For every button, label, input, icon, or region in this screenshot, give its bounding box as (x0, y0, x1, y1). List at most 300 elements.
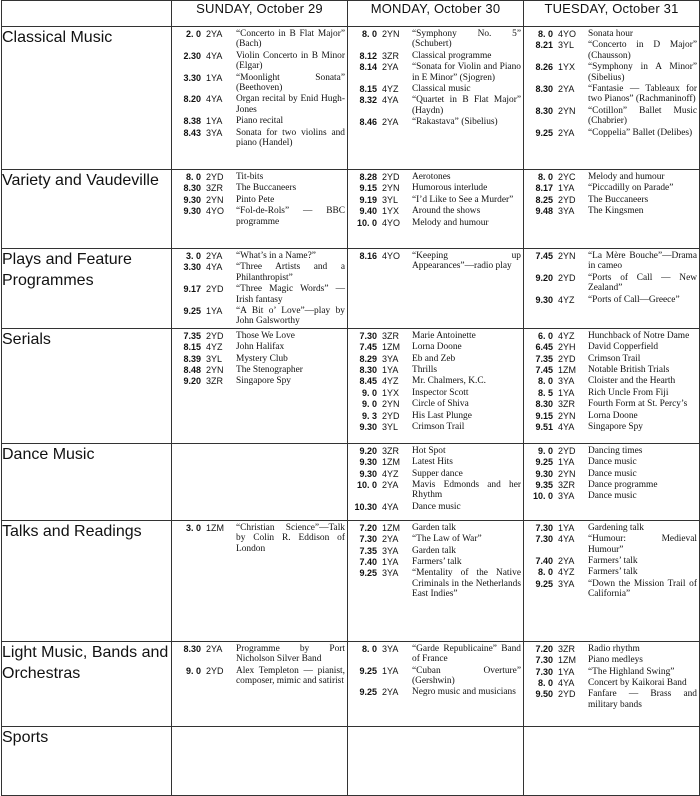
station-code: 2YA (558, 556, 575, 567)
program-entry (527, 422, 697, 432)
day-cell-monday (348, 249, 524, 329)
program-description: Melody and humour (588, 172, 665, 182)
station-code: 4YZ (382, 468, 399, 479)
station-code: 2YA (382, 687, 399, 698)
program-description: Circle of Shiva (412, 399, 469, 410)
program-description: Thrills (412, 365, 437, 376)
program-time: 9.20 (183, 376, 201, 387)
program-entry (351, 399, 521, 409)
program-time: 10.30 (354, 501, 377, 512)
program-description: Melody and humour (412, 217, 489, 228)
category-row (2, 520, 700, 641)
program-entry (527, 567, 697, 577)
program-time: 8. 0 (185, 172, 201, 182)
program-time: 9.40 (359, 206, 377, 217)
station-code: 2YA (206, 29, 223, 39)
program-description: Those We Love (236, 330, 295, 341)
program-description: “Quartet in B Flat Major” (Haydn) (412, 95, 521, 116)
program-description: “Ports of Call—Greece” (588, 294, 680, 305)
program-entry (175, 331, 345, 341)
program-entry (527, 480, 697, 490)
station-code: 4YA (382, 501, 399, 512)
program-description: “Ports of Call — New Zealand” (588, 272, 697, 294)
program-time: 9.17 (183, 284, 201, 295)
station-code: 1YA (382, 365, 399, 376)
program-time: 8.48 (183, 365, 201, 376)
program-entry (351, 534, 521, 544)
program-entry (527, 273, 697, 294)
station-code: 1YX (558, 62, 576, 73)
station-code: 4YA (558, 422, 575, 433)
program-entry (527, 579, 697, 600)
station-code: 2YD (382, 410, 400, 421)
program-entry (527, 678, 697, 688)
program-entry (351, 342, 521, 352)
program-description: “Mentality of the Native Criminals in the Netherlands East Indies” (412, 568, 521, 600)
program-time: 9. 0 (185, 665, 201, 676)
program-entry (175, 206, 345, 227)
program-entry (175, 51, 345, 72)
program-entry (527, 29, 697, 39)
day-cell-tuesday (524, 726, 700, 795)
program-time: 9. 0 (361, 387, 377, 398)
station-code: 3YA (558, 578, 575, 589)
station-code: 3ZR (558, 643, 576, 654)
station-code: 1ZM (382, 342, 400, 353)
program-entry (175, 195, 345, 205)
day-header-tuesday: TUESDAY, October 31 (524, 1, 700, 27)
program-description: “Symphony in A Minor” (Sibelius) (588, 62, 697, 83)
program-entry (175, 523, 345, 554)
program-time: 9.51 (535, 422, 553, 433)
program-description: “Concerto in D Major” (Chausson) (588, 40, 697, 61)
station-code: 3ZR (558, 399, 576, 410)
program-description: “Three Artists and a Philanthropist” (236, 262, 345, 283)
station-code: 2YA (382, 534, 399, 545)
station-code: 2YN (382, 29, 400, 39)
program-time: 6.45 (535, 342, 553, 353)
program-description: “Symphony No. 5” (Schubert) (412, 29, 521, 50)
program-time: 8.30 (535, 399, 553, 410)
station-code: 2YN (206, 194, 224, 205)
program-time: 7.35 (535, 353, 553, 364)
program-description: “The Law of War” (412, 534, 482, 545)
program-time: 8.15 (183, 342, 201, 353)
program-description: Mavis Edmonds and her Rhythm (412, 480, 521, 501)
program-description: “Fantasie — Tableaux for two Pianos” (Rachmaninoff) (588, 84, 697, 105)
station-code: 1ZM (558, 365, 576, 376)
program-description: Crimson Trail (588, 353, 641, 364)
station-code: 2YN (558, 410, 576, 421)
station-code: 2YN (558, 251, 576, 261)
station-code: 4YA (206, 262, 223, 273)
program-time: 6. 0 (537, 330, 553, 341)
program-description: “Three Magic Words” —Irish fantasy (236, 284, 345, 305)
program-description: Fourth Form at St. Percy’s (588, 399, 688, 410)
program-time: 8.30 (183, 183, 201, 194)
program-entry (527, 457, 697, 467)
station-code: 2YA (206, 251, 223, 261)
program-entry (527, 399, 697, 409)
day-cell-tuesday (524, 249, 700, 329)
station-code: 1ZM (206, 522, 224, 533)
program-description: “Humour: Medieval Humour” (588, 534, 697, 555)
corner-cell (2, 1, 172, 27)
program-time: 7.35 (359, 545, 377, 556)
program-description: “Rakastava” (Sibelius) (412, 117, 498, 128)
program-description: Rich Uncle From Fiji (588, 387, 669, 398)
program-description: Fanfare — Brass and military bands (588, 689, 697, 710)
program-entry (351, 568, 521, 599)
program-description: “Garde Republicaine” Band of France (412, 643, 521, 665)
program-entry (351, 422, 521, 432)
station-code: 1YA (558, 387, 575, 398)
program-time: 8.20 (183, 94, 201, 105)
station-code: 1YA (382, 557, 399, 568)
program-entry (175, 365, 345, 375)
station-code: 1YA (206, 116, 223, 127)
program-entry (527, 655, 697, 665)
program-entry (351, 172, 521, 182)
station-code: 3ZR (558, 480, 576, 491)
program-entry (527, 491, 697, 501)
program-description: John Halifax (236, 342, 285, 353)
program-description: Marie Antoinette (412, 330, 476, 341)
program-time: 7.45 (535, 365, 553, 376)
program-description: Lorna Doone (588, 410, 638, 421)
program-time: 8.15 (359, 84, 377, 95)
station-code: 2YD (558, 353, 576, 364)
station-code: 4YA (558, 678, 575, 689)
program-description: “Christian Science”—Talk by Colin R. Eddison of London (236, 522, 345, 554)
program-description: Alex Templeton — pianist, composer, mimic and satirist (236, 665, 345, 687)
program-description: Notable British Trials (588, 365, 670, 376)
program-time: 9.19 (359, 194, 377, 205)
program-time: 7.30 (359, 330, 377, 341)
program-time: 8. 0 (537, 376, 553, 387)
station-code: 2YN (558, 105, 576, 116)
category-label: Classical Music (2, 27, 172, 170)
program-description: “Coppelia” Ballet (Delibes) (588, 127, 693, 138)
program-description: His Last Plunge (412, 410, 472, 421)
program-entry (527, 644, 697, 654)
program-description: The Buccaneers (588, 194, 649, 205)
station-code: 4YZ (558, 330, 575, 341)
program-entry (175, 251, 345, 261)
station-code: 4YO (382, 251, 401, 261)
station-code: 3YA (558, 376, 575, 387)
program-entry (527, 183, 697, 193)
program-description: “Piccadilly on Parade” (588, 183, 674, 194)
category-label: Dance Music (2, 443, 172, 520)
program-description: “Concerto in B Flat Major” (Bach) (236, 29, 345, 50)
program-time: 3.30 (183, 262, 201, 273)
program-time: 10. 0 (532, 491, 553, 502)
program-description: Concert by Kaikorai Band (588, 678, 687, 689)
program-time: 9.30 (183, 206, 201, 217)
program-time: 7.30 (535, 534, 553, 545)
station-code: 1YA (558, 183, 575, 194)
program-entry (175, 354, 345, 364)
station-code: 3YA (206, 127, 223, 138)
program-description: Lorna Doone (412, 342, 462, 353)
program-time: 9.25 (535, 457, 553, 468)
program-entry (527, 251, 697, 272)
station-code: 1ZM (558, 655, 576, 666)
program-description: David Copperfield (588, 342, 659, 353)
day-cell-sunday (172, 641, 348, 726)
program-description: Gardening talk (588, 522, 644, 533)
station-code: 2YH (558, 342, 576, 353)
program-description: Singapore Spy (236, 376, 291, 387)
program-entry (527, 40, 697, 61)
program-description: Hunchback of Notre Dame (588, 330, 690, 341)
program-entry (175, 262, 345, 283)
day-cell-sunday (172, 328, 348, 443)
program-time: 9.30 (359, 468, 377, 479)
day-header-monday: MONDAY, October 30 (348, 1, 524, 27)
program-description: “A Bit o’ Love”—play by John Galsworthy (236, 306, 345, 327)
station-code: 3ZR (382, 50, 400, 61)
station-code: 3YA (382, 353, 399, 364)
program-entry (351, 218, 521, 228)
program-time: 8.25 (535, 194, 553, 205)
program-time: 7.30 (535, 655, 553, 666)
program-entry (175, 73, 345, 94)
program-description: The Buccaneers (236, 183, 297, 194)
category-row (2, 249, 700, 329)
program-time: 2. 0 (185, 29, 201, 39)
program-entry (351, 331, 521, 341)
program-description: “Keeping up Appearances”—radio play (412, 251, 521, 272)
station-code: 4YA (382, 95, 399, 106)
program-entry (351, 644, 521, 665)
program-description: Farmers’ talk (412, 557, 462, 568)
program-entry (527, 172, 697, 182)
station-code: 3YA (382, 568, 399, 579)
program-entry (527, 411, 697, 421)
program-entry (175, 29, 345, 50)
day-cell-sunday (172, 249, 348, 329)
station-code: 2YA (382, 480, 399, 491)
day-cell-sunday (172, 170, 348, 249)
category-row (2, 641, 700, 726)
station-code: 4YZ (382, 376, 399, 387)
program-entry (351, 502, 521, 512)
category-label: Serials (2, 328, 172, 443)
category-row (2, 443, 700, 520)
program-entry (527, 388, 697, 398)
day-cell-monday (348, 641, 524, 726)
program-time: 9.20 (535, 272, 553, 283)
program-time: 7.45 (535, 251, 553, 261)
program-entry (175, 116, 345, 126)
station-code: 1YA (558, 457, 575, 468)
station-code: 1YA (558, 522, 575, 533)
program-time: 8.32 (359, 95, 377, 106)
program-description: Around the shows (412, 206, 481, 217)
category-label: Plays and Feature Programmes (2, 249, 172, 329)
program-description: Classical programme (412, 50, 492, 61)
program-time: 8.46 (359, 117, 377, 128)
program-time: 9.25 (535, 578, 553, 589)
program-entry (351, 251, 521, 272)
program-entry (527, 62, 697, 83)
program-entry (527, 446, 697, 456)
program-description: Programme by Port Nicholson Silver Band (236, 643, 345, 665)
program-time: 8.16 (359, 251, 377, 261)
program-time: 9.20 (359, 445, 377, 456)
station-code: 1ZM (382, 522, 400, 533)
program-time: 7.30 (535, 522, 553, 533)
program-description: Dance programme (588, 480, 658, 491)
program-entry (351, 354, 521, 364)
station-code: 4YO (206, 206, 225, 217)
station-code: 2YD (206, 172, 224, 182)
station-code: 2YA (206, 643, 223, 654)
program-time: 7.45 (359, 342, 377, 353)
program-time: 9.35 (535, 480, 553, 491)
station-code: 4YO (558, 29, 577, 39)
station-code: 2YD (206, 284, 224, 295)
category-row (2, 328, 700, 443)
program-description: Singapore Spy (588, 422, 643, 433)
program-time: 9.25 (359, 568, 377, 579)
station-code: 3YL (206, 353, 223, 364)
program-entry (527, 295, 697, 305)
program-description: “Moonlight Sonata” (Beethoven) (236, 72, 345, 94)
program-time: 10. 0 (356, 217, 377, 228)
station-code: 4YA (558, 534, 575, 545)
station-code: 2YD (558, 445, 576, 456)
program-time: 7.20 (535, 643, 553, 654)
program-time: 7.40 (535, 556, 553, 567)
program-description: Dance music (588, 457, 637, 468)
program-time: 8. 0 (537, 172, 553, 182)
program-description: Humorous interlude (412, 183, 488, 194)
station-code: 3YL (558, 40, 575, 51)
program-time: 9. 0 (361, 399, 377, 410)
program-description: Mystery Club (236, 353, 288, 364)
program-entry (351, 62, 521, 83)
program-entry (351, 29, 521, 50)
program-description: “What’s in a Name?” (236, 251, 316, 261)
program-entry (351, 546, 521, 556)
station-code: 2YA (558, 127, 575, 138)
program-time: 8.12 (359, 50, 377, 61)
program-time: 8. 0 (361, 29, 377, 39)
station-code: 2YA (382, 117, 399, 128)
program-time: 8.14 (359, 62, 377, 73)
program-time: 8.17 (535, 183, 553, 194)
station-code: 3ZR (206, 183, 224, 194)
program-entry (351, 480, 521, 501)
station-code: 4YZ (206, 342, 223, 353)
program-time: 9.30 (183, 194, 201, 205)
program-time: 8. 0 (537, 567, 553, 578)
program-entry (175, 644, 345, 665)
category-label: Light Music, Bands and Orchestras (2, 641, 172, 726)
program-entry (175, 342, 345, 352)
program-entry (351, 195, 521, 205)
program-time: 8.30 (183, 643, 201, 654)
program-time: 3. 0 (185, 522, 201, 533)
program-description: Supper dance (412, 468, 463, 479)
program-description: Sonata for two violins and piano (Handel) (236, 127, 345, 149)
program-description: Organ recital by Enid Hugh-Jones (236, 94, 345, 115)
program-entry (175, 284, 345, 305)
station-code: 3YA (382, 643, 399, 654)
program-time: 8. 0 (361, 643, 377, 654)
program-description: Garden talk (412, 522, 456, 533)
day-cell-monday (348, 726, 524, 795)
program-time: 8.28 (359, 172, 377, 182)
station-code: 3ZR (206, 376, 224, 387)
program-entry (527, 534, 697, 555)
station-code: 4YZ (558, 294, 575, 305)
program-description: “Cotillon” Ballet Music (Chabrier) (588, 105, 697, 127)
program-entry (175, 94, 345, 115)
station-code: 2YN (558, 468, 576, 479)
station-code: 3YA (558, 206, 575, 217)
station-code: 2YD (558, 272, 576, 283)
program-time: 8.30 (535, 105, 553, 116)
program-time: 9.25 (359, 665, 377, 676)
program-description: Dance music (412, 501, 461, 512)
day-cell-tuesday (524, 520, 700, 641)
program-entry (351, 95, 521, 116)
program-description: Dance music (588, 491, 637, 502)
program-entry (351, 183, 521, 193)
station-code: 1YX (382, 387, 400, 398)
program-entry (175, 376, 345, 386)
program-entry (351, 365, 521, 375)
program-time: 9.30 (535, 468, 553, 479)
program-entry (351, 446, 521, 456)
station-code: 3ZR (382, 330, 400, 341)
program-time: 3.30 (183, 72, 201, 83)
program-time: 9.25 (183, 306, 201, 317)
station-code: 4YZ (558, 567, 575, 578)
program-time: 8.38 (183, 116, 201, 127)
program-time: 9.30 (535, 294, 553, 305)
program-entry (351, 117, 521, 127)
station-code: 1YA (206, 72, 223, 83)
program-entry (527, 556, 697, 566)
program-time: 10. 0 (356, 480, 377, 491)
program-description: Hot Spot (412, 445, 446, 456)
program-time: 8. 5 (537, 387, 553, 398)
station-code: 3YL (382, 194, 399, 205)
program-time: 9.50 (535, 689, 553, 700)
station-code: 2YD (206, 330, 224, 341)
program-time: 9. 3 (361, 410, 377, 421)
program-time: 7.30 (535, 666, 553, 677)
program-time: 9.25 (359, 687, 377, 698)
program-description: “Down the Mission Trail of California” (588, 578, 697, 600)
program-entry (175, 666, 345, 687)
program-description: The Kingsmen (588, 206, 644, 217)
program-time: 8.30 (359, 365, 377, 376)
program-entry (351, 457, 521, 467)
station-code: 2YN (382, 399, 400, 410)
day-cell-monday (348, 328, 524, 443)
day-cell-sunday (172, 726, 348, 795)
station-code: 2YD (206, 665, 224, 676)
program-description: “Cuban Overture” (Gershwin) (412, 665, 521, 687)
station-code: 2YA (558, 84, 575, 95)
program-entry (527, 365, 697, 375)
